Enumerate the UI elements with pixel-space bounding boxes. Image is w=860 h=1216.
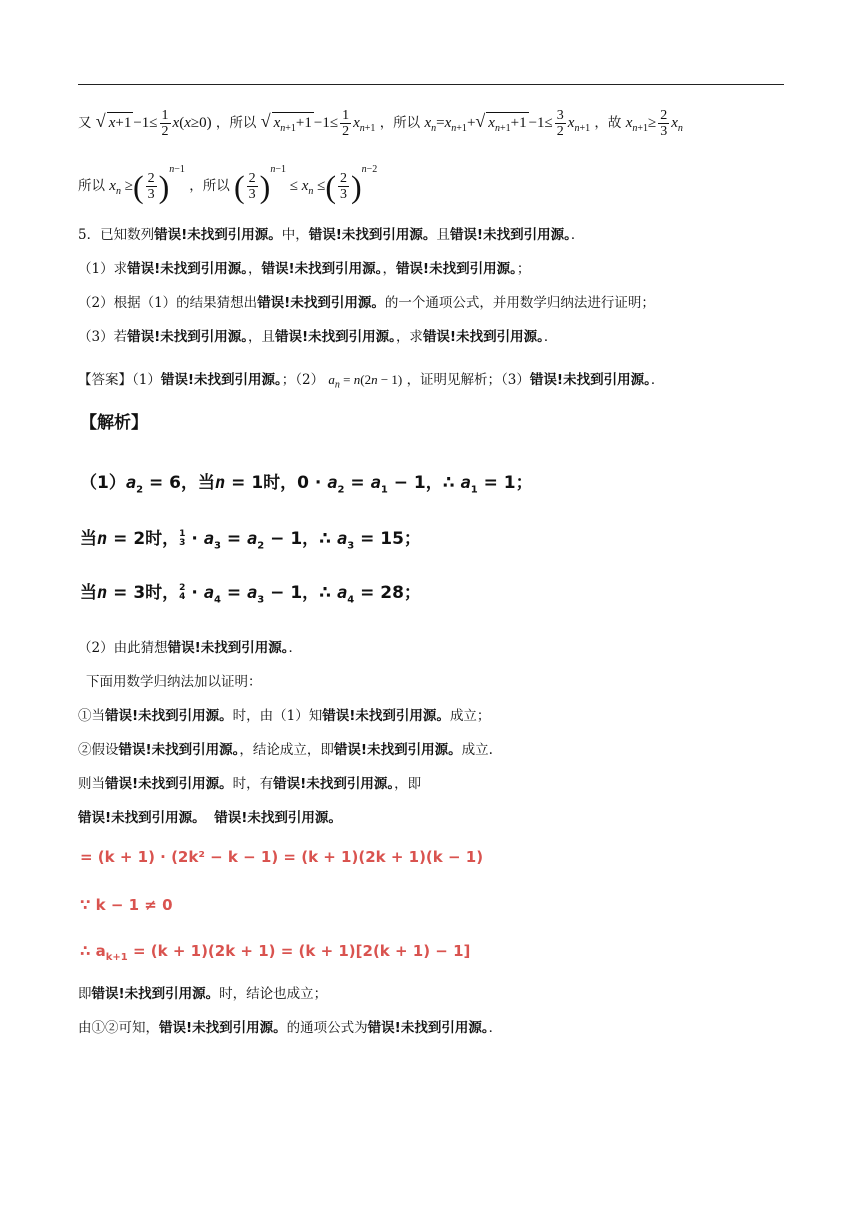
proof-intro: 下面用数学归纳法加以证明： <box>86 674 262 690</box>
red-formula-1: = (k + 1) · (2k² − k − 1) = (k + 1)(2k + 1)(k − 1) <box>80 848 484 866</box>
formula-sqrt-x: √ x+1 −1≤ $\frac{1}{2}$ x(x≥0) <box>95 108 212 139</box>
inequality-line-1: 又 √ x+1 −1≤ $\frac{1}{2}$ x(x≥0) ，所以 √ $x_{n+1}+1 -1\le$ $\frac{1}{2}$ $x_{n+1}$ ，所以 $x_n=x_{n+1}+√$ $x_{n+1}+1 -1\le$ $\frac{3}{2}$ $x_{n+1}$ ，故 $x_{n+1}\ge$ $\frac{2}{3}$ $x_n$ <box>78 108 683 139</box>
proof-conclusion-2: 由①②可知，错误!未找到引用源。的通项公式为错误!未找到引用源。． <box>78 1020 503 1036</box>
question-5-part-1: （1）求错误!未找到引用源。，错误!未找到引用源。，错误!未找到引用源。； <box>78 261 531 277</box>
work-line-2: 当n = 2时， 1 3 · $a_3 = a_2 - 1$，∴ $a_3 = 15$； <box>80 529 421 552</box>
formula-an: $a_n = n(2n - 1)$ <box>328 372 403 391</box>
work-line-1: $(1)a_2 = 6$，当n = 1时，$0 \cdot a_2 = a_1 - 1$，∴ $a_1 = 1$； <box>80 473 533 496</box>
formula-xn: $x_n=x_{n+1}+√$ $x_{n+1}+1 -1\le$ $\frac{3}{2}$ $x_{n+1}$ <box>424 108 591 139</box>
formula-sqrt-xn1: √ $x_{n+1}+1 -1\le$ $\frac{1}{2}$ $x_{n+1}$ <box>260 108 376 139</box>
answer-line: 【答案】（1）错误!未找到引用源。；（2） $a_n = n(2n - 1)$ ，证明见解析；（3）错误!未找到引用源。． <box>78 372 665 391</box>
proof-conjecture: （2）由此猜想错误!未找到引用源。． <box>78 640 303 656</box>
proof-step-3: 则当错误!未找到引用源。时，有错误!未找到引用源。，即 <box>78 776 422 792</box>
work-line-3: 当n = 3时， 2 4 · $a_4 = a_3 - 1$，∴ $a_4 = 28$； <box>80 583 421 606</box>
header-rule <box>78 84 784 85</box>
formula-xn1-geq: $x_{n+1}\ge$ $\frac{2}{3}$ $x_n$ <box>625 108 683 139</box>
inequality-line-2: 所以 $x_n$ ≥( $\frac{2}{3}$ )$^{n-1}$ ，所以 ( $\frac{2}{3}$ )$^{n-1} \le x_n$ ≤( $\frac{2}{3}$ )$^{n-2}$ <box>78 164 378 205</box>
formula-bounds: ( $\frac{2}{3}$ )$^{n-1} \le x_n$ ≤( $\frac{2}{3}$ )$^{n-2}$ <box>234 164 378 205</box>
proof-step-4: 错误!未找到引用源。 错误!未找到引用源。 <box>78 810 342 826</box>
proof-step-2: ②假设错误!未找到引用源。，结论成立，即错误!未找到引用源。成立. <box>78 742 493 758</box>
analysis-heading: 【解析】 <box>80 413 148 433</box>
question-5: 5．已知数列错误!未找到引用源。中，错误!未找到引用源。且错误!未找到引用源。． <box>78 227 585 243</box>
red-formula-2: ∵ k − 1 ≠ 0 <box>80 896 173 914</box>
formula-xn-geq-power: $x_n$ ≥( $\frac{2}{3}$ )$^{n-1}$ <box>109 164 185 205</box>
question-5-part-3: （3）若错误!未找到引用源。，且错误!未找到引用源。，求错误!未找到引用源。． <box>78 329 558 345</box>
question-5-part-2: （2）根据（1）的结果猜想出错误!未找到引用源。的一个通项公式，并用数学归纳法进行证明； <box>78 295 655 311</box>
proof-step-1: ①当错误!未找到引用源。时，由（1）知错误!未找到引用源。成立； <box>78 708 491 724</box>
proof-conclusion-1: 即错误!未找到引用源。时，结论也成立； <box>78 986 328 1002</box>
red-formula-3: ∴ $a_{k+1} = (k + 1)(2k + 1) = (k + 1)[2(k + 1) - 1]$ <box>80 942 471 963</box>
